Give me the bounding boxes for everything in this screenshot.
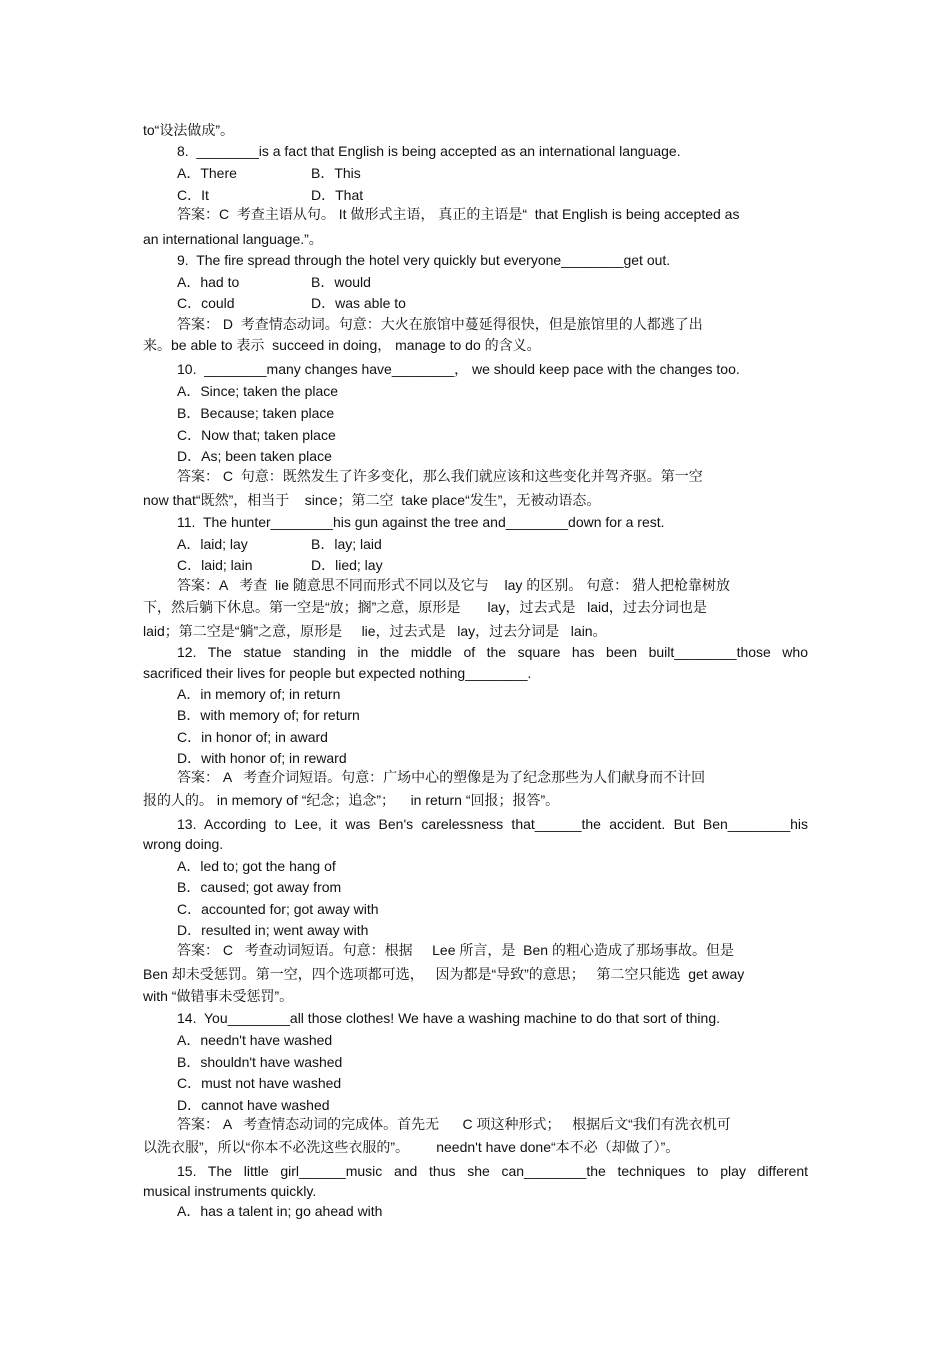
option-c: C．laid; lain xyxy=(177,557,253,573)
answer-8-cont: an international language.”。 xyxy=(143,231,323,247)
answer-9-cont: 来。be able to 表示 succeed in doing， manage to do 的含义。 xyxy=(143,337,541,353)
answer-13: 答案： C 考查动词短语。句意：根据 Lee 所言，是 Ben 的粗心造成了那场事故。但是 xyxy=(177,942,734,958)
option-b: B．with memory of; for return xyxy=(177,707,360,723)
option-a: A．had to xyxy=(177,274,240,290)
option-c: C．must not have washed xyxy=(177,1075,342,1091)
question-12: 12. The statue standing in the middle of the square has been built________those who xyxy=(177,644,808,660)
option-a: A．led to; got the hang of xyxy=(177,858,336,874)
option-c: C．in honor of; in award xyxy=(177,729,328,745)
answer-9: 答案： D 考查情态动词。句意：大火在旅馆中蔓延得很快，但是旅馆里的人都逃了出 xyxy=(177,316,703,332)
answer-13-cont: Ben 却未受惩罚。第一空，四个选项都可选， 因为都是“导致”的意思； 第二空只能选 get away xyxy=(143,966,745,982)
option-c: C．Now that; taken place xyxy=(177,427,336,443)
question-13-cont: wrong doing. xyxy=(143,836,224,852)
option-c: C．accounted for; got away with xyxy=(177,901,379,917)
option-d: D．was able to xyxy=(311,295,406,311)
option-b: B．caused; got away from xyxy=(177,879,342,895)
option-d: D．resulted in; went away with xyxy=(177,922,369,938)
answer-11: 答案：A 考查 lie 随意思不同而形式不同以及它与 lay 的区别。 句意： 猎人把枪靠树放 xyxy=(177,577,731,593)
answer-10: 答案： C 句意：既然发生了许多变化，那么我们就应该和这些变化并驾齐驱。第一空 xyxy=(177,468,703,484)
question-13: 13. According to Lee, it was Ben's carelessness that______the accident. But Ben________his xyxy=(177,816,808,832)
text-line: to“设法做成”。 xyxy=(143,122,234,138)
answer-12: 答案： A 考查介词短语。句意：广场中心的塑像是为了纪念那些为人们献身而不计回 xyxy=(177,769,706,785)
option-a: A．needn't have washed xyxy=(177,1032,333,1048)
question-10: 10. ________many changes have________， we should keep pace with the changes too. xyxy=(177,361,740,377)
question-15-cont: musical instruments quickly. xyxy=(143,1183,317,1199)
option-a: A．laid; lay xyxy=(177,536,248,552)
answer-10-cont: now that“既然”，相当于 since；第二空 take place“发生”，无被动语态。 xyxy=(143,492,601,508)
question-15: 15. The little girl______music and thus she can________the techniques to play different xyxy=(177,1163,808,1179)
answer-13-cont: with “做错事未受惩罚”。 xyxy=(143,988,294,1004)
answer-11-cont: 下，然后躺下休息。第一空是“放；搁”之意，原形是 lay，过去式是 laid，过去分词也是 xyxy=(143,599,707,615)
option-d: D．That xyxy=(311,187,364,203)
answer-12-cont: 报的人的。 in memory of “纪念；追念”； in return “回报；报答”。 xyxy=(143,792,560,808)
option-a: A．There xyxy=(177,165,237,181)
question-11: 11. The hunter________his gun against the tree and________down for a rest. xyxy=(177,514,665,530)
option-d: D．As; been taken place xyxy=(177,448,332,464)
question-12-cont: sacrificed their lives for people but expected nothing________. xyxy=(143,665,532,681)
option-a: A．Since; taken the place xyxy=(177,383,339,399)
answer-14-cont: 以洗衣服”，所以“你本不必洗这些衣服的”。 needn't have done“本不必（却做了）”。 xyxy=(143,1139,680,1155)
option-a: A．in memory of; in return xyxy=(177,686,341,702)
option-d: D．lied; lay xyxy=(311,557,383,573)
option-b: B．shouldn't have washed xyxy=(177,1054,343,1070)
option-b: B．lay; laid xyxy=(311,536,382,552)
answer-8: 答案：C 考查主语从句。 It 做形式主语， 真正的主语是“ that English is being accepted as xyxy=(177,206,740,222)
question-14: 14. You________all those clothes! We have a washing machine to do that sort of thing. xyxy=(177,1010,721,1026)
question-8: 8. ________is a fact that English is being accepted as an international language. xyxy=(177,143,681,159)
answer-11-cont: laid；第二空是“躺”之意，原形是 lie，过去式是 lay，过去分词是 lain。 xyxy=(143,623,607,639)
option-b: B．Because; taken place xyxy=(177,405,335,421)
option-c: C．could xyxy=(177,295,235,311)
option-b: B．This xyxy=(311,165,361,181)
option-c: C．It xyxy=(177,187,209,203)
option-a: A．has a talent in; go ahead with xyxy=(177,1203,383,1219)
option-b: B．would xyxy=(311,274,371,290)
question-9: 9. The fire spread through the hotel very quickly but everyone________get out. xyxy=(177,252,671,268)
answer-14: 答案： A 考查情态动词的完成体。首先无 C 项这种形式； 根据后文“我们有洗衣机可 xyxy=(177,1116,731,1132)
option-d: D．with honor of; in reward xyxy=(177,750,347,766)
option-d: D．cannot have washed xyxy=(177,1097,330,1113)
